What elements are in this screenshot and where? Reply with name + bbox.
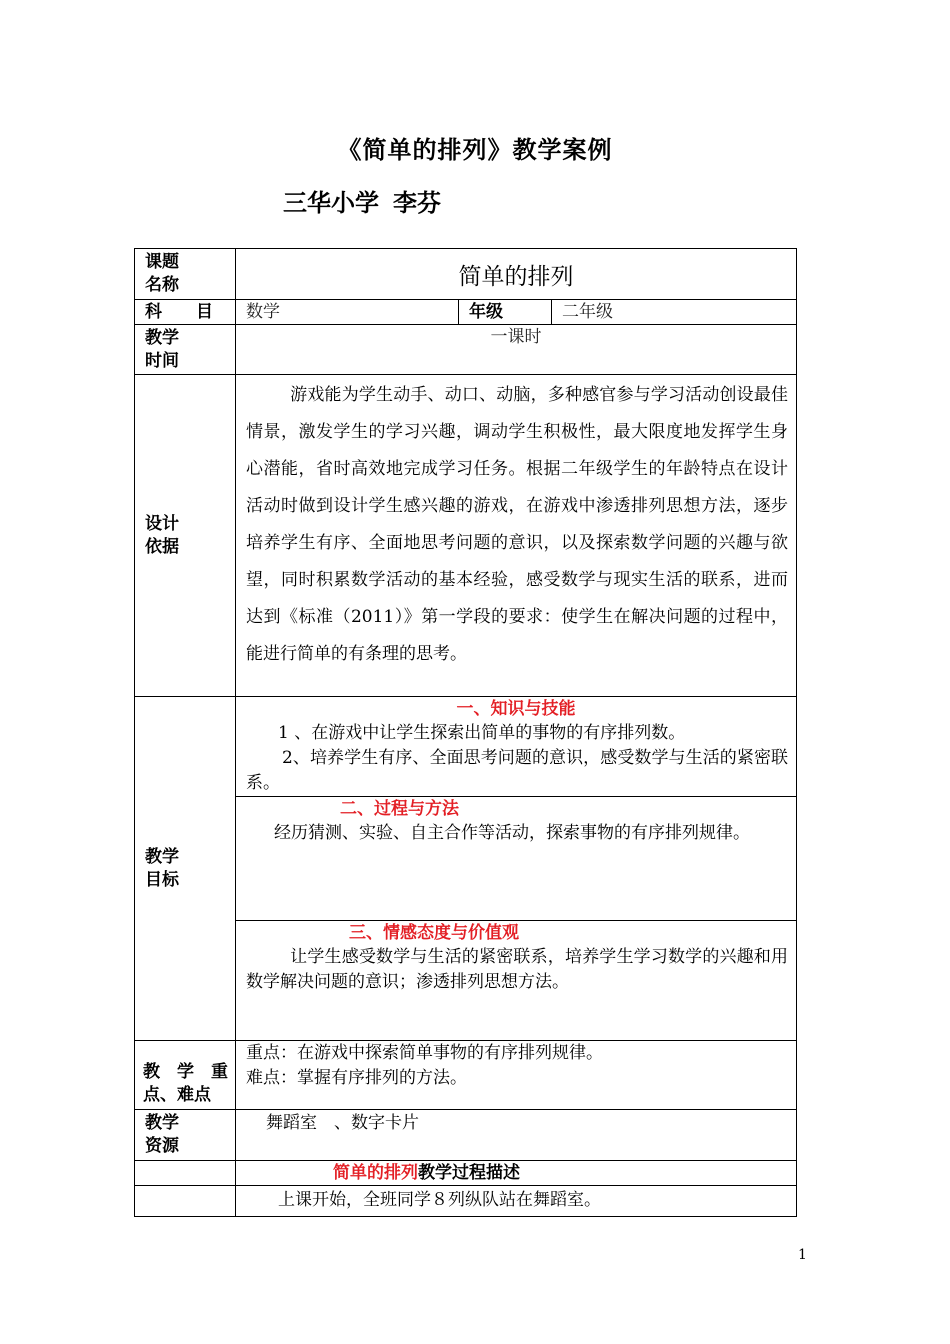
row-process-heading <box>135 1161 797 1186</box>
attitude-heading: 三、情感态度与价值观 <box>349 923 519 943</box>
row-design-basis <box>135 375 797 697</box>
subject-label: 科 目 <box>135 300 236 325</box>
time-label: 教学 时间 <box>135 325 236 375</box>
author-line <box>283 183 455 218</box>
process-first-blank <box>135 1186 236 1217</box>
process-heading-blank <box>135 1161 236 1186</box>
basis-text: 游戏能为学生动手、动口、动脑，多种感官参与学习活动创设最佳情景，激发学生的学习兴趣，调动学生积极性，最大限度地发挥学生身心潜能，省时高效地完成学习任务。根据二年级学生的年龄特点在设计活动时做到设计学生感兴趣的游戏，在游戏中渗透排列思想方法，逐步培养学生有序、全面地思考问题的意识，以及探索数学问题的兴趣与欲望，同时积累数学活动的基本经验，感受数学与现实生活的联系，进而达到《标准（2011）》第一学段的要求：使学生在解决问题的过程中，能进行简单的有条理的思考。 <box>236 375 797 697</box>
knowledge-item-1: 1 、在游戏中让学生探索出简单的事物的有序排列数。 <box>278 723 686 743</box>
subject-value: 数学 <box>236 300 459 325</box>
process-first-line: 上课开始，全班同学８列纵队站在舞蹈室。 <box>236 1186 797 1217</box>
attitude-text: 让学生感受数学与生活的紧密联系，培养学生学习数学的兴趣和用数学解决问题的意识；渗透排列思想方法。 <box>246 947 789 992</box>
process-heading-red: 简单的排列 <box>333 1163 418 1183</box>
row-subject <box>135 300 797 325</box>
document-title: 《简单的排列》教学案例 <box>337 136 613 164</box>
lesson-plan-table <box>134 248 797 1217</box>
row-time <box>135 325 797 375</box>
knowledge-heading: 一、知识与技能 <box>456 699 576 719</box>
knowledge-cell <box>236 697 797 797</box>
goals-label: 教学 目标 <box>135 697 236 1041</box>
difficulty-text: 难点：掌握有序排列的方法。 <box>246 1068 467 1088</box>
key-points-label: 教 学 重 点、难点 <box>135 1041 236 1110</box>
key-point-text: 重点：在游戏中探索简单事物的有序排列规律。 <box>246 1043 603 1063</box>
basis-label: 设计 依据 <box>135 375 236 697</box>
process-cell <box>236 797 797 921</box>
grade-value: 二年级 <box>552 300 797 325</box>
topic-label: 课题 名称 <box>135 249 236 300</box>
row-key-points <box>135 1041 797 1110</box>
row-process-first <box>135 1186 797 1217</box>
row-topic <box>135 249 797 300</box>
row-resources <box>135 1110 797 1161</box>
resources-value: 舞蹈室 、数字卡片 <box>236 1110 797 1161</box>
process-heading-black: 教学过程描述 <box>418 1163 520 1183</box>
topic-value: 简单的排列 <box>236 249 797 300</box>
attitude-cell <box>236 921 797 1041</box>
process-heading-cell <box>236 1161 797 1186</box>
process-heading: 二、过程与方法 <box>340 799 459 819</box>
process-text: 经历猜测、实验、自主合作等活动，探索事物的有序排列规律。 <box>274 823 750 843</box>
author-name: 李芬 <box>393 189 441 217</box>
row-goals-knowledge <box>135 697 797 797</box>
page-number: 1 <box>798 1247 807 1263</box>
key-points-cell <box>236 1041 797 1110</box>
resources-label: 教学 资源 <box>135 1110 236 1161</box>
school-name: 三华小学 <box>283 189 379 217</box>
knowledge-item-2: 2、培养学生有序、全面思考问题的意识，感受数学与生活的紧密联系。 <box>246 748 789 793</box>
time-value: 一课时 <box>236 325 797 375</box>
grade-label: 年级 <box>459 300 552 325</box>
